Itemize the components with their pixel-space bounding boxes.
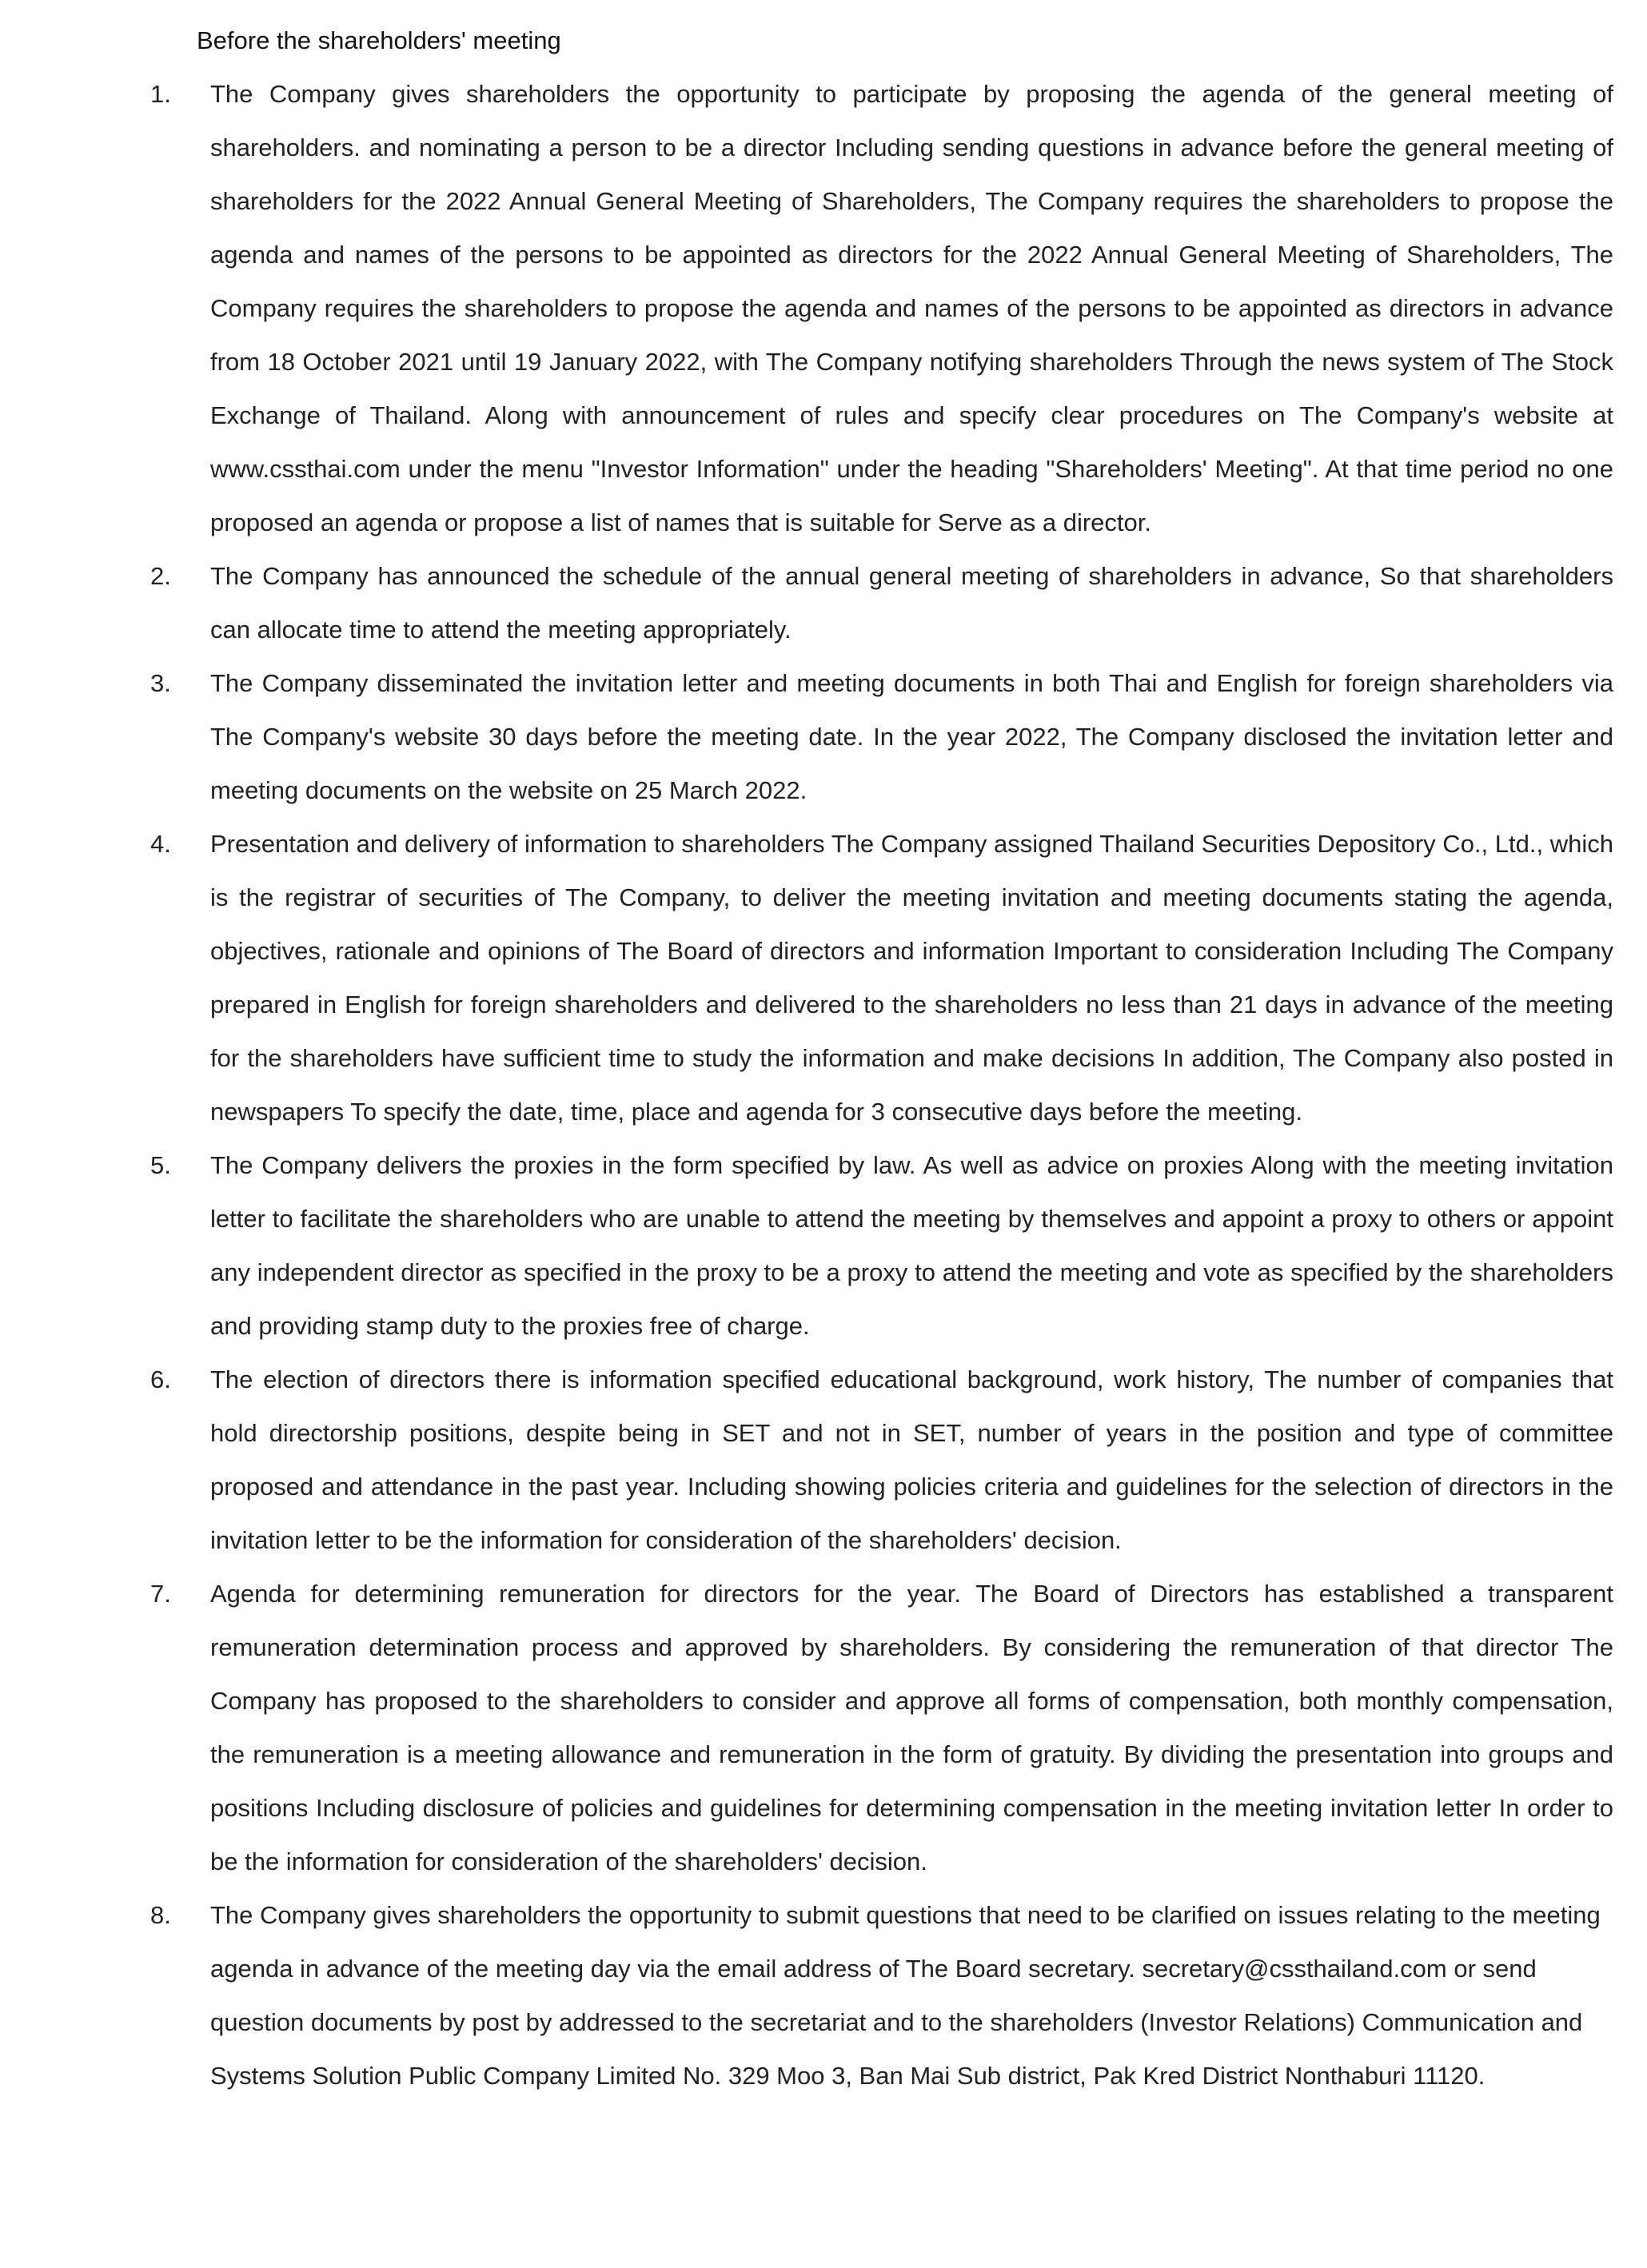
list-item-text: The Company gives shareholders the opportunity to participate by proposing the agenda of the general meeting of shareholders. and nominating a person to be a director Including sending questions in advance before the general meeting of shareholders for the 2022 Annual General Meeting of Shareholders, The Company requires the shareholders to propose the agenda and names of the persons to be appointed as directors for the 2022 Annual General Meeting of Shareholders, The Company requires the shareholders to propose the agenda and names of the persons to be appointed as directors in advance from 18 October 2021 until 19 January 2022, with The Company notifying shareholders Through the news system of The Stock Exchange of Thailand. Along with announcement of rules and specify clear procedures on The Company's website at www.cssthai.com under the menu "Investor Information" under the heading "Shareholders' Meeting". At that time period no one proposed an agenda or propose a list of names that is suitable for Serve as a director. — [210, 80, 1613, 536]
list-item — [0, 67, 1647, 549]
list-item — [0, 656, 1647, 817]
list-item — [0, 1353, 1647, 1567]
list-item — [0, 1567, 1647, 1888]
list-item-number: 5. — [150, 1151, 171, 1179]
list-item-text: Agenda for determining remuneration for directors for the year. The Board of Directors has established a transparent remuneration determination process and approved by shareholders. By considering the remuneration of that director The Company has proposed to the shareholders to consider and approve all forms of compensation, both monthly compensation, the remuneration is a meeting allowance and remuneration in the form of gratuity. By dividing the presentation into groups and positions Including disclosure of policies and guidelines for determining compensation in the meeting invitation letter In order to be the information for consideration of the shareholders' decision. — [210, 1580, 1613, 1875]
list-item-text: The election of directors there is information specified educational background, work history, The number of companies that hold directorship positions, despite being in SET and not in SET, number of years in the position and type of committee proposed and attendance in the past year. Including showing policies criteria and guidelines for the selection of directors in the invitation letter to be the information for consideration of the shareholders' decision. — [210, 1365, 1613, 1554]
list-item — [0, 1888, 1647, 2103]
list-item-number: 8. — [150, 1901, 171, 1929]
list-item-text: The Company delivers the proxies in the form specified by law. As well as advice on proxies Along with the meeting invitation letter to facilitate the shareholders who are unable to attend the meeting by themselves and appoint a proxy to others or appoint any independent director as specified in the proxy to be a proxy to attend the meeting and vote as specified by the shareholders and providing stamp duty to the proxies free of charge. — [210, 1151, 1613, 1340]
numbered-list — [0, 67, 1647, 2103]
section-heading: Before the shareholders' meeting — [197, 26, 561, 54]
list-item — [0, 817, 1647, 1138]
list-item-number: 6. — [150, 1365, 171, 1393]
list-item-text: Presentation and delivery of information to shareholders The Company assigned Thailand Securities Depository Co., Ltd., which is the registrar of securities of The Company, to deliver the meeting invitation and meeting documents stating the agenda, objectives, rationale and opinions of The Board of directors and information Important to consideration Including The Company prepared in English for foreign shareholders and delivered to the shareholders no less than 21 days in advance of the meeting for the shareholders have sufficient time to study the information and make decisions In addition, The Company also posted in newspapers To specify the date, time, place and agenda for 3 consecutive days before the meeting. — [210, 830, 1613, 1126]
list-item-text: The Company disseminated the invitation letter and meeting documents in both Thai and English for foreign shareholders via The Company's website 30 days before the meeting date. In the year 2022, The Company disclosed the invitation letter and meeting documents on the website on 25 March 2022. — [210, 669, 1613, 804]
list-item — [0, 549, 1647, 656]
list-item-number: 4. — [150, 830, 171, 858]
list-item-number: 2. — [150, 562, 171, 590]
list-item — [0, 1138, 1647, 1353]
list-item-text: The Company gives shareholders the opportunity to submit questions that need to be clarified on issues relating to the meeting agenda in advance of the meeting day via the email address of The Board secretary. secretary@cssthailand.com or send question documents by post by addressed to the secretariat and to the shareholders (Investor Relations) Communication and Systems Solution Public Company Limited No. 329 Moo 3, Ban Mai Sub district, Pak Kred District Nonthaburi 11120. — [210, 1901, 1601, 2090]
list-item-number: 1. — [150, 80, 171, 108]
list-item-text: The Company has announced the schedule of the annual general meeting of shareholders in advance, So that shareholders can allocate time to attend the meeting appropriately. — [210, 562, 1613, 644]
list-item-number: 7. — [150, 1580, 171, 1608]
list-item-number: 3. — [150, 669, 171, 697]
